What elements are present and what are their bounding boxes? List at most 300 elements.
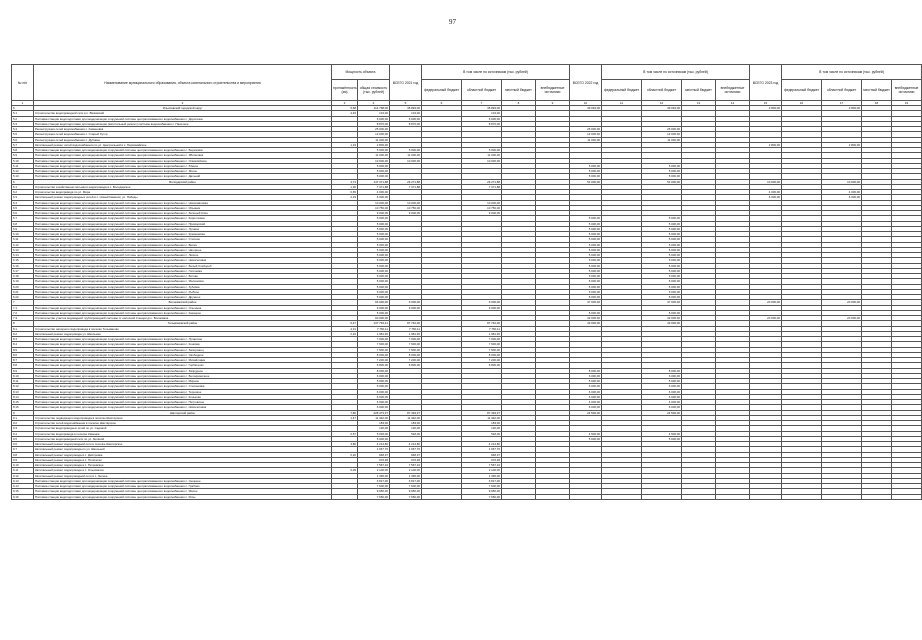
- row-value: 518,00: [390, 431, 422, 436]
- row-value: 6 000,00: [642, 373, 682, 378]
- row-value: 10 000,00: [462, 158, 502, 163]
- row-name: Строительство участка водоводной трубопроводной системы от насосной станции до г. Волноваха: [34, 316, 332, 321]
- row-name: Поставка станции водоподготовки для модернизации сооружений системы централизованного водоснабжения с. Рыбное: [34, 289, 332, 294]
- row-name: Поставка станции водоподготовки для модернизации сооружений системы централизованного водоснабжения с. Березовка: [34, 148, 332, 153]
- row-value: 5 000,00: [358, 295, 390, 300]
- row-value: 518,00: [462, 431, 502, 436]
- row-name: Строительство водопровода в поселке Каменка: [34, 431, 332, 436]
- row-name: Поставка станции водоподготовки для модернизации сооружений системы централизованного водоснабжения с. Казацкое: [34, 310, 332, 315]
- row-value: 6 000,00: [642, 384, 682, 389]
- row-value: 5 000,00: [642, 216, 682, 221]
- row-value: 9 950,00: [462, 489, 502, 494]
- row-value: 6 000,00: [358, 384, 390, 389]
- row-name: Поставка станции водоподготовки для модернизации сооружений системы централизованного водоснабжения с. Весна: [34, 242, 332, 247]
- row-value: 183,00: [358, 421, 390, 426]
- header-src-reg: областной бюджет: [822, 80, 862, 101]
- header-num: № п/п: [12, 65, 34, 101]
- row-name: Капитальный ремонт сетей водоснабжения по ул. Центральной в с. Первомайское: [34, 142, 332, 147]
- row-value: 11 000,00: [358, 137, 390, 142]
- row-number: 5.2: [12, 116, 34, 121]
- row-value: 11 340,00: [462, 415, 502, 420]
- row-value: 6 000,00: [358, 400, 390, 405]
- row-name: Тельмановский район: [34, 321, 332, 326]
- row-name: Шахтёрский район: [34, 410, 332, 415]
- row-value: 0,20: [332, 452, 358, 457]
- row-number: 6.10: [12, 232, 34, 237]
- row-name: Поставка станции водоподготовки для модернизации сооружений системы централизованного водоснабжения с. Снежное: [34, 478, 332, 483]
- row-value: 25 000,00: [570, 127, 602, 132]
- row-value: [682, 494, 716, 499]
- row-value: 7 600,00: [390, 342, 422, 347]
- row-number: 5.12: [12, 169, 34, 174]
- row-name: Поставка станции водоподготовки для модернизации сооружений системы централизованного водоснабжения с. Петровское: [34, 400, 332, 405]
- row-number: 5.5: [12, 132, 34, 137]
- row-value: 2,16: [332, 331, 358, 336]
- row-value: 10 750,00: [462, 205, 502, 210]
- row-number: 5.11: [12, 163, 34, 168]
- row-value: 6,47: [332, 321, 358, 326]
- header-src-loc: местный бюджет: [682, 80, 716, 101]
- row-value: 5 000,00: [570, 284, 602, 289]
- row-name: Поставка станции водоподготовки для модернизации сооружений системы централизованного водоснабжения с. Луговое: [34, 226, 332, 231]
- row-value: 8 000,00: [390, 352, 422, 357]
- row-number: 5.13: [12, 174, 34, 179]
- row-value: 948,37: [390, 452, 422, 457]
- row-value: 11 340,00: [390, 415, 422, 420]
- row-number: 8.9: [12, 368, 34, 373]
- row-value: 6 817,00: [390, 478, 422, 483]
- row-value: 183,00: [390, 421, 422, 426]
- row-value: 5 000,00: [570, 310, 602, 315]
- column-number: 14: [716, 101, 750, 106]
- row-number: 8.16: [12, 405, 34, 410]
- row-value: 6 000,00: [358, 394, 390, 399]
- row-name: Волновахский район: [34, 300, 332, 305]
- row-value: 6 000,00: [570, 405, 602, 410]
- row-name: Поставка станции водоподготовки для модернизации сооружений системы централизованного водоснабжения с. Дальний: [34, 174, 332, 179]
- row-value: 6 800,00: [462, 363, 502, 368]
- header-src-reg: областной бюджет: [642, 80, 682, 101]
- header-src-fed: федеральный бюджет: [422, 80, 462, 101]
- row-value: 7 567,16: [390, 463, 422, 468]
- row-value: 5 000,00: [570, 253, 602, 258]
- row-value: 7 650,00: [358, 494, 390, 499]
- row-value: 42 000,00: [642, 316, 682, 321]
- budget-sheet: [11, 64, 919, 500]
- row-name: Володарский район: [34, 179, 332, 184]
- row-number: 8.6: [12, 352, 34, 357]
- row-value: 228 473,37: [358, 410, 390, 415]
- row-value: 948,37: [358, 452, 390, 457]
- row-value: 7 200,00: [358, 358, 390, 363]
- row-value: 5 000,00: [358, 242, 390, 247]
- row-number: 9: [12, 410, 34, 415]
- row-value: 10 750,00: [390, 205, 422, 210]
- row-name: Поставка станции водоподготовки для модернизации сооружений системы централизованного водоснабжения с. Южное: [34, 163, 332, 168]
- row-value: 9 950,00: [358, 489, 390, 494]
- row-name: Поставка станции водоподготовки для модернизации сооружений системы централизованного водоснабжения с. Ольгинка: [34, 305, 332, 310]
- row-value: 7 371,88: [358, 184, 390, 189]
- row-name: Поставка станции водоподготовки для модернизации сооружений системы централизованного водоснабжения с. Олимпийское: [34, 158, 332, 163]
- row-value: 7 000,00: [358, 337, 390, 342]
- row-value: 7 200,00: [390, 358, 422, 363]
- column-number: 13: [682, 101, 716, 106]
- row-value: 4 214,80: [390, 442, 422, 447]
- header-src-reg: областной бюджет: [462, 80, 502, 101]
- row-value: [750, 494, 782, 499]
- row-value: 5 018,00: [358, 431, 390, 436]
- row-value: 5 000,00: [642, 310, 682, 315]
- row-value: [822, 494, 862, 499]
- row-value: 5 000,00: [570, 221, 602, 226]
- row-name: Поставка станции водоподготовки для модернизации сооружений системы централизованного водоснабжения с. Свободное: [34, 352, 332, 357]
- row-value: 47 000,00: [570, 300, 602, 305]
- row-value: 5 000,00: [642, 436, 682, 441]
- row-value: 7 600,00: [358, 484, 390, 489]
- row-value: 8 000,00: [358, 368, 390, 373]
- row-value: 5 000,00: [358, 253, 390, 258]
- header-src-loc: местный бюджет: [862, 80, 892, 101]
- row-value: 25 000,00: [642, 127, 682, 132]
- row-name: Поставка станции водоподготовки для модернизации сооружений системы централизованного водоснабжения с. Конкова: [34, 342, 332, 347]
- row-value: 5,68: [332, 106, 358, 111]
- row-value: 7 567,16: [358, 463, 390, 468]
- row-value: 1,90: [332, 184, 358, 189]
- row-name: Строительство сетей водоснабжения в поселке Шахтёрское: [34, 421, 332, 426]
- row-name: Поставка станции водоподготовки для модернизации сооружений системы централизованного водоснабжения с. Новоселовка: [34, 258, 332, 263]
- header-src-fed: федеральный бюджет: [602, 80, 642, 101]
- row-number: 9.15: [12, 489, 34, 494]
- row-value: 11 000,00: [390, 153, 422, 158]
- row-number: 6.20: [12, 284, 34, 289]
- row-name: Реконструкция сетей водоснабжения с. Старый Хутор: [34, 132, 332, 137]
- row-value: 6 000,00: [390, 305, 422, 310]
- row-value: 0,57: [332, 431, 358, 436]
- row-value: 6 000,00: [570, 394, 602, 399]
- row-value: 20 000,00: [750, 316, 782, 321]
- column-number: 9: [536, 101, 570, 106]
- page-number: 97: [449, 18, 456, 26]
- row-value: 11 000,00: [570, 137, 602, 142]
- row-value: 5 000,00: [358, 284, 390, 289]
- row-number: 9.10: [12, 463, 34, 468]
- row-value: 10 000,00: [390, 200, 422, 205]
- row-name: Капитальный ремонт водопроводной сети в поселке Шахтёрское: [34, 442, 332, 447]
- row-name: Ильичёвский городской округ: [34, 106, 332, 111]
- row-value: 87 493,37: [390, 410, 422, 415]
- row-value: 5 000,00: [570, 174, 602, 179]
- row-number: 9.12: [12, 473, 34, 478]
- row-value: [536, 494, 570, 499]
- row-name: Поставка станции водоподготовки для модернизации сооружений системы централизованного водоснабжения с. Степановка: [34, 384, 332, 389]
- header-capacity: Мощность объекта: [332, 65, 390, 80]
- row-value: 11 000,00: [642, 137, 682, 142]
- row-value: 7,80: [332, 410, 358, 415]
- row-value: 120,00: [358, 426, 390, 431]
- row-value: 5 000,00: [358, 289, 390, 294]
- column-number: 1: [12, 101, 34, 106]
- row-name: Капитальный ремонт водопроводных сетей в с. Новый Каменск, ул. Победы: [34, 195, 332, 200]
- row-value: 2,19: [332, 195, 358, 200]
- column-number: 5: [390, 101, 422, 106]
- row-number: 6.7: [12, 216, 34, 221]
- row-number: 9.3: [12, 426, 34, 431]
- row-number: 5.6: [12, 137, 34, 142]
- row-value: 5 000,00: [570, 216, 602, 221]
- row-value: 2 100,00: [390, 468, 422, 473]
- row-name: Поставка станции водоподготовки для модернизации сооружений системы централизованного водоснабжения с. Ботево: [34, 274, 332, 279]
- row-value: 6 000,00: [642, 400, 682, 405]
- row-value: 5 000,00: [642, 253, 682, 258]
- row-value: 47 000,00: [642, 300, 682, 305]
- row-value: 6 000,00: [462, 300, 502, 305]
- row-value: 7 200,00: [462, 358, 502, 363]
- row-value: 8 870,00: [358, 121, 390, 126]
- row-name: Поставка станции водоподготовки для модернизации сооружений системы централизованного водоснабжения с. Дружное: [34, 295, 332, 300]
- row-value: 5 000,00: [358, 274, 390, 279]
- row-number: 6.6: [12, 211, 34, 216]
- row-number: 6.18: [12, 274, 34, 279]
- row-number: 8: [12, 321, 34, 326]
- row-value: 5 000,00: [642, 279, 682, 284]
- row-value: 1 981,30: [390, 331, 422, 336]
- row-number: 9.1: [12, 415, 34, 420]
- header-total-2022: ВСЕГО 2022 год: [570, 65, 602, 101]
- column-number: 19: [892, 101, 922, 106]
- row-value: 9 950,00: [390, 489, 422, 494]
- header-fund-2022: В том числе по источникам (тыс. рублей): [602, 65, 750, 80]
- row-value: 6 000,00: [570, 373, 602, 378]
- row-value: [570, 494, 602, 499]
- column-number: 6: [422, 101, 462, 106]
- row-value: [422, 494, 462, 499]
- row-value: 5 000,00: [570, 163, 602, 168]
- row-value: 10 000,00: [358, 200, 390, 205]
- row-name: Поставка станции водоподготовки для модернизации сооружений системы централизованного водоснабжения с. Малиновка: [34, 279, 332, 284]
- budget-table: [11, 64, 922, 500]
- row-value: 1,19: [332, 142, 358, 147]
- row-number: 5.9: [12, 153, 34, 158]
- row-value: 11 000,00: [462, 153, 502, 158]
- row-value: 5 000,00: [358, 221, 390, 226]
- row-value: 5 000,00: [358, 258, 390, 263]
- row-value: 4 000,00: [822, 190, 862, 195]
- row-number: 7.2: [12, 310, 34, 315]
- header-total-2023: ВСЕГО 2023 год: [750, 65, 782, 101]
- row-value: 147 371,88: [358, 179, 390, 184]
- row-number: 6.19: [12, 279, 34, 284]
- row-number: 6.3: [12, 195, 34, 200]
- row-value: 5 000,00: [642, 258, 682, 263]
- row-number: 6.17: [12, 268, 34, 273]
- row-value: 1 395,00: [390, 473, 422, 478]
- row-value: 1 981,30: [462, 331, 502, 336]
- row-number: 9.9: [12, 457, 34, 462]
- row-name: Поставка станции водоподготовки для модернизации сооружений системы централизованного водоснабжения с. Приморский: [34, 221, 332, 226]
- row-value: 5 000,00: [358, 268, 390, 273]
- row-name: Поставка станции водоподготовки для модернизации сооружений системы централизованного водоснабжения с. Яблоновка: [34, 153, 332, 158]
- row-value: 5 000,00: [642, 174, 682, 179]
- row-value: [642, 494, 682, 499]
- row-value: 976,28: [390, 457, 422, 462]
- row-value: [502, 494, 536, 499]
- row-value: 11 340,00: [358, 415, 390, 420]
- header-capacity-cost: общая стоимость (тыс. рублей): [358, 80, 390, 101]
- column-number: 17: [822, 101, 862, 106]
- row-value: 5 000,00: [358, 436, 390, 441]
- row-value: 6 000,00: [642, 405, 682, 410]
- row-value: 6 817,00: [462, 478, 502, 483]
- row-value: 8 870,00: [390, 121, 422, 126]
- row-value: [862, 494, 892, 499]
- row-value: 6 000,00: [358, 405, 390, 410]
- row-name: Капитальный ремонт водопровода в с. Пятихатки: [34, 457, 332, 462]
- row-name: Поставка станции водоподготовки для модернизации (капитальный ремонт) системы водоснабжения с. Пасечное: [34, 121, 332, 126]
- row-number: 8.3: [12, 337, 34, 342]
- row-value: 49 094,00: [570, 106, 602, 111]
- row-name: Поставка станции водоподготовки для модернизации сооружений системы централизованного водоснабжения с. Горбатенко: [34, 363, 332, 368]
- row-value: 51 000,00: [642, 179, 682, 184]
- row-number: 6.15: [12, 258, 34, 263]
- row-value: 6 000,00: [390, 116, 422, 121]
- row-value: 7 650,00: [390, 494, 422, 499]
- column-number: 10: [570, 101, 602, 106]
- row-name: Поставка станции водоподготовки для модернизации сооружений системы централизованного водоснабжения с. Ильинка: [34, 205, 332, 210]
- row-value: 5 000,00: [642, 284, 682, 289]
- row-name: Поставка станции водоподготовки для модернизации сооружений системы централизованного водоснабжения с. Лесное: [34, 253, 332, 258]
- row-value: 10 000,00: [822, 179, 862, 184]
- row-value: 2 100,00: [358, 468, 390, 473]
- row-name: Поставка станции водоподготовки для модернизации сооружений системы централизованного водоснабжения с. Малое: [34, 489, 332, 494]
- row-name: Поставка станции водоподготовки для модернизации сооружений системы централизованного водоснабжения с. Степное: [34, 237, 332, 242]
- row-value: 6 817,00: [358, 478, 390, 483]
- row-name: Капитальный ремонт водопроводной сети в с. Лесное: [34, 473, 332, 478]
- row-value: 51 000,00: [570, 179, 602, 184]
- row-value: 5 000,00: [570, 295, 602, 300]
- row-value: 4,49: [332, 111, 358, 116]
- row-number: 6.4: [12, 200, 34, 205]
- row-value: 0,09: [332, 468, 358, 473]
- row-value: 4,74: [332, 179, 358, 184]
- row-value: 976,28: [462, 457, 502, 462]
- row-value: [892, 494, 922, 499]
- row-value: 183,00: [462, 421, 502, 426]
- row-number: 5.1: [12, 111, 34, 116]
- row-name: Поставка станции водоподготовки для модернизации сооружений системы централизованного водоснабжения с. Терновое: [34, 389, 332, 394]
- row-value: 5 000,00: [358, 247, 390, 252]
- row-value: 4,31: [332, 326, 358, 331]
- row-number: 8.12: [12, 384, 34, 389]
- row-value: 8 000,00: [570, 368, 602, 373]
- header-src-loc: местный бюджет: [502, 80, 536, 101]
- row-value: 6 000,00: [358, 389, 390, 394]
- row-value: 104,00: [462, 111, 502, 116]
- row-value: 7 000,00: [462, 337, 502, 342]
- row-value: 6 000,00: [750, 195, 782, 200]
- row-value: 9 000,00: [462, 211, 502, 216]
- row-value: 26 271,88: [390, 179, 422, 184]
- row-number: 5: [12, 106, 34, 111]
- column-number: 8: [502, 101, 536, 106]
- row-value: 5 000,00: [358, 226, 390, 231]
- row-value: 6 000,00: [358, 305, 390, 310]
- row-value: 87 493,37: [462, 410, 502, 415]
- row-value: 49 094,00: [642, 106, 682, 111]
- row-name: Поставка станции водоподготовки для модернизации сооружений системы централизованного водоснабжения с. Кременевка: [34, 232, 332, 237]
- row-number: 5.10: [12, 158, 34, 163]
- row-value: 6 800,00: [390, 363, 422, 368]
- row-name: Поставка станции водоподготовки для модернизации сооружений системы централизованного водоснабжения с. Зеленый Клин: [34, 211, 332, 216]
- row-value: 11 000,00: [358, 153, 390, 158]
- row-number: 7.1: [12, 305, 34, 310]
- row-name: Строительство хозяйственно-питьевого водопровода в с. Володарское: [34, 184, 332, 189]
- row-number: 8.7: [12, 358, 34, 363]
- header-capacity-length: протяжённость (км): [332, 80, 358, 101]
- row-value: 87 740,00: [462, 321, 502, 326]
- row-value: 1 981,30: [358, 331, 390, 336]
- row-value: 5 000,00: [642, 169, 682, 174]
- row-number: 9.16: [12, 494, 34, 499]
- row-value: 13 000,00: [570, 132, 602, 137]
- row-number: 6.13: [12, 247, 34, 252]
- row-value: 6 000,00: [642, 394, 682, 399]
- row-value: 7 600,00: [462, 484, 502, 489]
- row-value: 5 000,00: [570, 237, 602, 242]
- row-value: 9 000,00: [358, 211, 390, 216]
- row-value: [716, 494, 750, 499]
- row-value: 5 000,00: [570, 226, 602, 231]
- column-number: 7: [462, 101, 502, 106]
- row-value: 60 000,00: [358, 316, 390, 321]
- row-value: 7 600,00: [358, 342, 390, 347]
- row-value: 2 100,00: [462, 468, 502, 473]
- header-total-2021: ВСЕГО 2021 год: [390, 65, 422, 101]
- row-value: 6 000,00: [822, 195, 862, 200]
- column-number: 3: [332, 101, 358, 106]
- row-value: 6 000,00: [462, 116, 502, 121]
- row-number: 6.8: [12, 221, 34, 226]
- row-number: 8.10: [12, 373, 34, 378]
- row-value: 5 000,00: [642, 295, 682, 300]
- row-name: Реконструкция сетей водоснабжения с. Дубовое: [34, 137, 332, 142]
- row-value: 8 000,00: [642, 368, 682, 373]
- row-name: Поставка станции водоподготовки для модернизации сооружений системы централизованного водоснабжения с. Кирилловка: [34, 216, 332, 221]
- row-value: 8 000,00: [358, 352, 390, 357]
- row-value: 5 000,00: [642, 232, 682, 237]
- row-number: 9.4: [12, 431, 34, 436]
- row-value: 45 894,00: [462, 106, 502, 111]
- row-value: [332, 494, 358, 499]
- row-value: 7 600,00: [462, 342, 502, 347]
- table-body: [12, 106, 922, 500]
- row-value: 20 000,00: [822, 316, 862, 321]
- row-value: 2 800,00: [822, 142, 862, 147]
- row-number: 8.11: [12, 379, 34, 384]
- row-name: Строительство водопроводной сети в п. Вязёмский: [34, 111, 332, 116]
- row-number: 6.12: [12, 242, 34, 247]
- row-value: 120,00: [462, 426, 502, 431]
- row-value: 1,47: [332, 415, 358, 420]
- column-number: 15: [750, 101, 782, 106]
- row-value: 5 000,00: [642, 247, 682, 252]
- row-number: 9.8: [12, 452, 34, 457]
- row-value: 6 000,00: [642, 389, 682, 394]
- row-value: 976,28: [358, 457, 390, 462]
- row-value: 4 214,80: [358, 442, 390, 447]
- row-value: 5 000,00: [358, 279, 390, 284]
- row-value: 42 000,00: [570, 316, 602, 321]
- table-header: [12, 65, 922, 106]
